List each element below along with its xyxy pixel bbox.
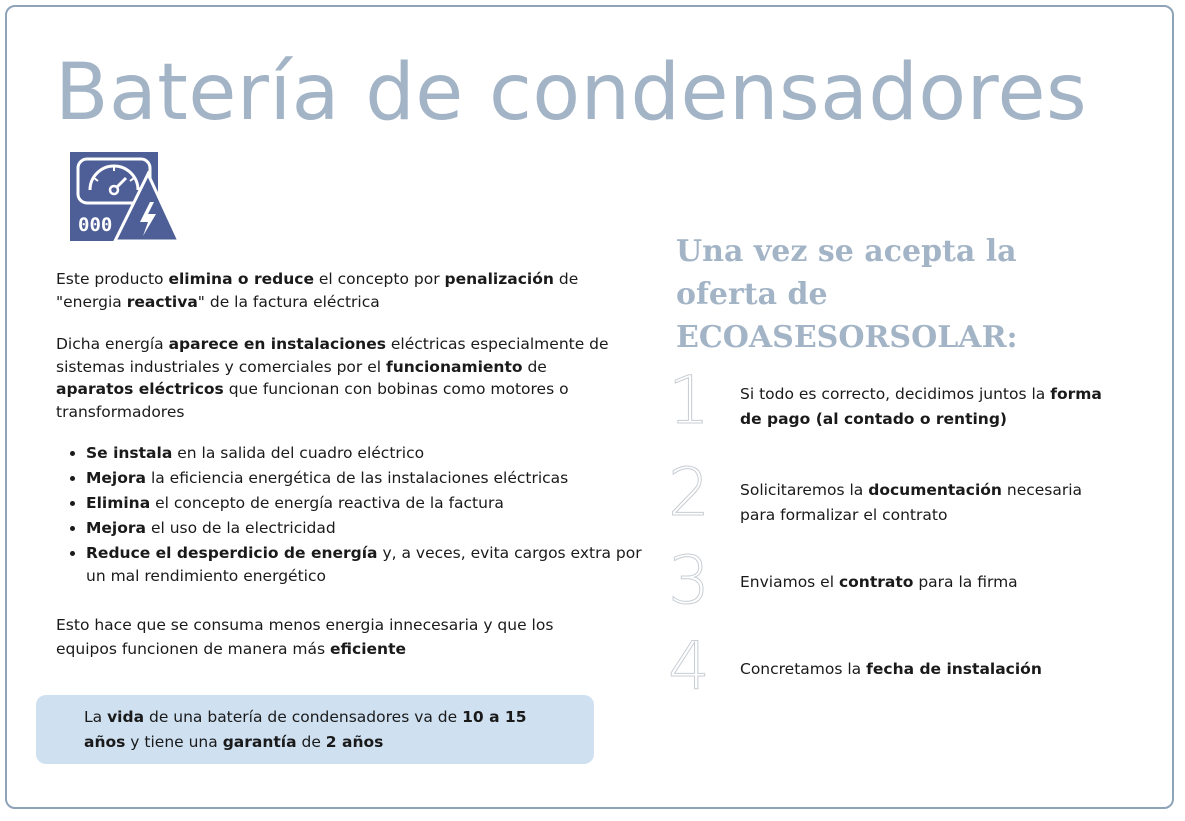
text-run: Si todo es correcto, decidimos juntos la [740, 385, 1051, 403]
text-run: y, a veces, evita cargos extra por un mal rendimiento energético [86, 544, 642, 585]
emphasis-text: funcionamiento [385, 357, 523, 376]
text-run: para la firma [913, 573, 1018, 591]
intro-paragraph [56, 268, 616, 313]
svg-text:000: 000 [78, 214, 113, 236]
text-run: y tiene una [125, 733, 223, 751]
benefits-list [56, 442, 646, 590]
step-number: 1 [668, 362, 710, 439]
emphasis-text: Elimina [86, 494, 151, 512]
text-run: Enviamos el [740, 573, 839, 591]
closing-paragraph [56, 613, 601, 661]
emphasis-text: Mejora [86, 469, 147, 487]
emphasis-text: documentación [868, 481, 1002, 499]
text-run: de [296, 733, 326, 751]
emphasis-text: elimina o reduce [168, 270, 314, 288]
text-run: Concretamos la [740, 660, 867, 678]
text-run: el concepto por [313, 270, 445, 288]
list-item [86, 442, 646, 465]
step-text [740, 570, 1120, 595]
emphasis-text: garantía [222, 733, 297, 751]
text-run: Este producto [56, 270, 169, 288]
text-run: eléctricas especialmente de sistemas industriales y comerciales por el [56, 335, 609, 376]
text-run: en la salida del cuadro eléctrico [172, 444, 425, 462]
text-run: el uso de la electricidad [146, 519, 336, 537]
step-2 [664, 454, 1134, 538]
emphasis-text: penalización [444, 270, 554, 288]
step-number: 4 [668, 628, 710, 705]
text-run: la eficiencia energética de las instalaciones eléctricas [146, 469, 569, 487]
page-title: Batería de condensadores [55, 48, 1088, 138]
emphasis-text: vida [107, 708, 145, 726]
emphasis-text: aparece en instalaciones [168, 335, 386, 353]
text-run: Solicitaremos la [740, 481, 869, 499]
energy-paragraph [56, 333, 616, 423]
emphasis-text: forma de pago (al contado o renting) [740, 385, 1102, 428]
lifespan-text [84, 705, 534, 755]
emphasis-text: Reduce el desperdicio de energía [86, 544, 378, 562]
step-3 [664, 542, 1134, 626]
text-run: necesaria para formalizar el contrato [740, 481, 1083, 524]
step-number: 2 [668, 454, 710, 531]
list-item [86, 467, 646, 490]
emphasis-text: contrato [838, 573, 914, 591]
text-run: el concepto de energía reactiva de la factura [150, 494, 504, 512]
emphasis-text: fecha de instalación [866, 660, 1042, 678]
emphasis-text: eficiente [330, 640, 406, 658]
emphasis-text: 2 años [325, 733, 384, 751]
text-run: que funcionan con bobinas como motores o transformadores [56, 380, 569, 421]
text-run: de [522, 357, 547, 376]
text-run: de "energia [56, 270, 579, 311]
emphasis-text: aparatos eléctricos [56, 380, 224, 398]
list-item [86, 542, 646, 588]
steps-heading: Una vez se acepta la oferta de ECOASESORSOLAR: [676, 234, 1018, 355]
lifespan-note [36, 695, 594, 764]
step-text [740, 382, 1120, 432]
step-text [740, 657, 1120, 682]
meter-warning-icon [70, 152, 180, 242]
text-run: de una batería de condensadores va de [144, 708, 463, 726]
list-item [86, 492, 646, 515]
step-1 [664, 362, 1134, 446]
emphasis-text: Se instala [86, 444, 173, 462]
step-4 [664, 628, 1134, 712]
emphasis-text: reactiva [126, 292, 198, 311]
step-text [740, 478, 1120, 528]
emphasis-text: Mejora [86, 519, 147, 537]
text-run: Esto hace que se consuma menos energia innecesaria y que los equipos funcionen de manera más [56, 616, 554, 658]
step-number: 3 [668, 542, 710, 619]
list-item [86, 517, 646, 540]
text-run: La [84, 708, 108, 726]
text-run: Dicha energía [56, 335, 169, 353]
emphasis-text: 10 a 15 años [84, 708, 527, 751]
text-run: " de la factura eléctrica [197, 292, 380, 311]
